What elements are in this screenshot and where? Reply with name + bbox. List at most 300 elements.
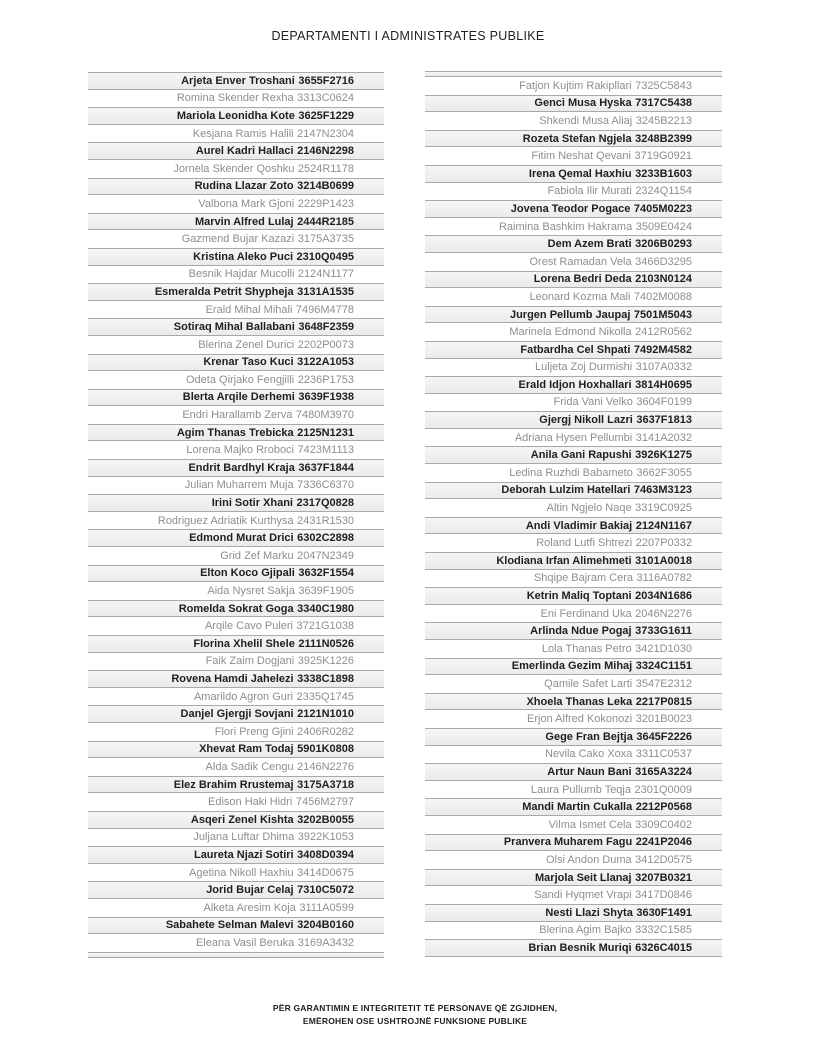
person-id: 3466D3295 — [635, 255, 692, 268]
person-id: 2125N1231 — [297, 426, 354, 439]
person-name: Eleana Vasil Beruka — [195, 936, 295, 949]
person-id: 2310Q0495 — [296, 250, 354, 263]
person-row — [88, 336, 384, 354]
person-row — [425, 710, 722, 728]
roster-right-column — [425, 71, 722, 957]
person-id: 3319C0925 — [635, 502, 692, 515]
person-row — [425, 77, 722, 95]
person-id: 3206B0293 — [635, 238, 692, 251]
person-name: Rovena Hamdi Jahelezi — [171, 672, 294, 685]
person-row — [88, 406, 384, 424]
person-row — [425, 235, 722, 253]
person-row — [425, 640, 722, 658]
person-row — [88, 864, 384, 882]
person-name: Artur Naun Bani — [547, 765, 632, 778]
person-id: 2412R0562 — [635, 326, 692, 339]
person-row — [425, 763, 722, 781]
person-name: Fabiola Ilir Murati — [547, 185, 632, 198]
person-name: Gazmend Bujar Kazazi — [181, 233, 295, 246]
person-id: 7336C6370 — [297, 479, 354, 492]
person-id: 3645F2226 — [636, 730, 692, 743]
person-row — [88, 617, 384, 635]
person-id: 7423M1113 — [297, 444, 354, 457]
person-id: 2202P0073 — [297, 338, 354, 351]
person-id: 2212P0568 — [635, 801, 692, 814]
person-name: Anila Gani Rapushi — [530, 449, 632, 462]
person-name: Arjeta Enver Troshani — [181, 74, 295, 87]
person-name: Andi Vladimir Bakiaj — [525, 519, 633, 532]
person-name: Ketrin Maliq Toptani — [526, 590, 632, 603]
person-id: 7405M0223 — [633, 202, 692, 215]
person-name: Emerlinda Gezim Mihaj — [511, 660, 633, 673]
person-id: 3245B2213 — [635, 114, 692, 127]
person-id: 2444R2185 — [297, 215, 354, 228]
person-id: 3207B0321 — [635, 871, 692, 884]
person-id: 3547E2312 — [635, 677, 692, 690]
person-row — [88, 389, 384, 407]
person-name: Gege Fran Bejtja — [545, 730, 633, 743]
person-row — [88, 424, 384, 442]
person-row — [88, 846, 384, 864]
footer-note-line1: PËR GARANTIMIN E INTEGRITETIT TË PERSONAVE QË ZGJIDHEN, — [272, 1003, 558, 1013]
person-id: 3175A3718 — [297, 778, 354, 791]
person-id: 3175A3735 — [297, 233, 354, 246]
person-id: 3340C1980 — [297, 602, 354, 615]
person-id: 2146N2298 — [297, 145, 354, 158]
person-row — [425, 130, 722, 148]
person-name: Genci Musa Hyska — [534, 97, 632, 110]
person-name: Nevila Cako Xoxa — [544, 748, 633, 761]
person-name: Jornela Skender Qoshku — [173, 162, 295, 175]
person-name: Elton Koco Gjipali — [200, 567, 295, 580]
person-row — [425, 288, 722, 306]
person-name: Dem Azem Brati — [547, 238, 632, 251]
person-row — [88, 248, 384, 266]
person-name: Leonard Kozma Mali — [529, 290, 631, 303]
person-row — [88, 635, 384, 653]
person-row — [425, 675, 722, 693]
person-id: 3630F1491 — [636, 906, 692, 919]
person-id: 2301Q0009 — [634, 783, 692, 796]
person-name: Brian Besnik Muriqi — [528, 941, 632, 954]
person-row — [425, 394, 722, 412]
person-id: 7492M4582 — [633, 343, 692, 356]
person-row — [88, 90, 384, 108]
person-name: Edmond Murat Drici — [189, 532, 294, 545]
person-row — [425, 376, 722, 394]
person-row — [88, 688, 384, 706]
person-id: 3637F1844 — [298, 461, 354, 474]
person-row — [88, 793, 384, 811]
person-name: Rozeta Stefan Ngjela — [522, 132, 632, 145]
person-name: Jovena Teodor Pogace — [510, 202, 631, 215]
person-name: Jorid Bujar Celaj — [206, 884, 294, 897]
person-id: 3655F2716 — [298, 74, 354, 87]
person-name: Eni Ferdinand Uka — [540, 607, 632, 620]
person-row — [425, 816, 722, 834]
person-row — [425, 271, 722, 289]
person-id: 3201B0023 — [635, 713, 692, 726]
person-row — [425, 886, 722, 904]
person-row — [425, 165, 722, 183]
person-id: 3604F0199 — [636, 396, 692, 409]
person-id: 3202B0055 — [297, 813, 354, 826]
person-name: Mandi Martin Cukalla — [522, 801, 633, 814]
person-id: 3421D1030 — [635, 642, 692, 655]
person-row — [88, 934, 384, 952]
person-id: 2121N1010 — [297, 708, 354, 721]
person-name: Sotiraq Mihal Ballabani — [173, 321, 295, 334]
person-row — [425, 746, 722, 764]
person-row — [88, 213, 384, 231]
person-name: Deborah Lulzim Hatellari — [501, 484, 631, 497]
person-row — [88, 811, 384, 829]
person-name: Besnik Hajdar Mucolli — [188, 268, 295, 281]
person-row — [88, 776, 384, 794]
person-id: 2236P1753 — [297, 373, 354, 386]
person-id: 2229P1423 — [297, 197, 354, 210]
person-id: 3925K1226 — [297, 655, 354, 668]
person-name: Irini Sotir Xhani — [211, 497, 293, 510]
person-id: 3233B1603 — [635, 167, 692, 180]
person-name: Olsi Andon Duma — [546, 853, 632, 866]
person-name: Irena Qemal Haxhiu — [528, 167, 632, 180]
person-row — [425, 605, 722, 623]
person-id: 3412D0575 — [635, 853, 692, 866]
person-row — [425, 499, 722, 517]
person-id: 3733G1611 — [635, 625, 692, 638]
person-row — [425, 904, 722, 922]
person-id: 7501M5043 — [633, 308, 692, 321]
person-name: Alda Sadik Cengu — [205, 760, 294, 773]
person-row — [88, 670, 384, 688]
person-id: 3332C1585 — [635, 924, 692, 937]
person-name: Amarildo Agron Guri — [193, 690, 293, 703]
person-name: Fitim Neshat Qevani — [531, 150, 631, 163]
person-row — [88, 283, 384, 301]
person-row — [425, 922, 722, 940]
person-name: Lola Thanas Petro — [541, 642, 632, 655]
person-id: 3214B0699 — [297, 180, 354, 193]
person-row — [425, 95, 722, 113]
person-row — [88, 354, 384, 372]
person-row — [425, 112, 722, 130]
person-name: Raimina Bashkim Hakrama — [498, 220, 633, 233]
person-row — [88, 829, 384, 847]
person-name: Lorena Majko Rroboci — [186, 444, 295, 457]
person-row — [425, 939, 722, 957]
person-row — [88, 917, 384, 935]
person-id: 3719G0921 — [634, 150, 692, 163]
person-id: 2103N0124 — [635, 273, 692, 286]
person-id: 3111A0599 — [299, 901, 354, 914]
person-row — [425, 183, 722, 201]
person-id: 3122A1053 — [297, 356, 354, 369]
person-id: 5901K0808 — [297, 743, 354, 756]
person-name: Krenar Taso Kuci — [203, 356, 294, 369]
person-row — [425, 306, 722, 324]
person-id: 3509E0424 — [635, 220, 692, 233]
person-row — [88, 266, 384, 284]
person-name: Romelda Sokrat Goga — [178, 602, 294, 615]
person-name: Agim Thanas Trebicka — [176, 426, 294, 439]
person-name: Erjon Alfred Kokonozi — [527, 713, 633, 726]
person-name: Lorena Bedri Deda — [533, 273, 632, 286]
person-row — [88, 72, 384, 90]
person-row — [425, 464, 722, 482]
person-id: 3141A2032 — [635, 431, 692, 444]
person-name: Endri Harallamb Zerva — [182, 409, 293, 422]
person-id: 7463M3123 — [633, 484, 692, 497]
person-id: 2146N2276 — [297, 760, 354, 773]
person-name: Sandi Hyqmet Vrapi — [534, 889, 632, 902]
person-id: 3408D0394 — [297, 848, 354, 861]
person-name: Fatbardha Cel Shpati — [520, 343, 631, 356]
person-row — [88, 565, 384, 583]
person-id: 3116A0782 — [636, 572, 692, 585]
person-name: Fatjon Kujtim Rakipllari — [519, 79, 632, 92]
person-id: 3414D0675 — [297, 866, 354, 879]
person-row — [425, 341, 722, 359]
person-name: Qamile Safet Larti — [544, 677, 633, 690]
person-id: 7496M4778 — [295, 303, 354, 316]
person-id: 3324C1151 — [635, 660, 692, 673]
person-row — [88, 195, 384, 213]
person-name: Kesjana Ramis Halili — [192, 127, 294, 140]
person-row — [425, 798, 722, 816]
person-row — [88, 318, 384, 336]
person-row — [425, 728, 722, 746]
person-name: Roland Lutfi Shtrezi — [536, 537, 633, 550]
person-name: Rodriguez Adriatik Kurthysa — [157, 514, 294, 527]
footer-note — [0, 1002, 816, 1028]
person-name: Laura Pullumb Teqja — [530, 783, 631, 796]
person-id: 3311C0537 — [635, 748, 692, 761]
person-row — [425, 834, 722, 852]
person-name: Agetina Nikoll Haxhiu — [189, 866, 294, 879]
person-id: 2431R1530 — [297, 514, 354, 527]
person-name: Marvin Alfred Lulaj — [195, 215, 294, 228]
person-name: Blerta Arqile Derhemi — [182, 391, 295, 404]
person-row — [425, 147, 722, 165]
person-id: 3625F1229 — [298, 109, 354, 122]
person-row — [425, 534, 722, 552]
person-name: Grid Zef Marku — [220, 549, 294, 562]
roster-left-column — [88, 72, 384, 958]
person-name: Edison Haki Hidri — [208, 796, 293, 809]
person-name: Vilma Ismet Cela — [548, 818, 632, 831]
person-row — [425, 781, 722, 799]
person-id: 2124N1167 — [635, 519, 692, 532]
person-id: 3637F1813 — [636, 414, 692, 427]
person-row — [88, 512, 384, 530]
person-name: Pranvera Muharem Fagu — [503, 836, 633, 849]
person-row — [88, 705, 384, 723]
person-row — [88, 301, 384, 319]
person-name: Erald Idjon Hoxhallari — [518, 378, 632, 391]
person-row — [425, 323, 722, 341]
person-row — [425, 693, 722, 711]
person-name: Rudina Llazar Zoto — [194, 180, 294, 193]
footer-note-line2: EMËROHEN OSE USHTROJNË FUNKSIONE PUBLIKE — [302, 1016, 528, 1026]
person-name: Adriana Hysen Pellumbi — [514, 431, 633, 444]
person-row — [88, 547, 384, 565]
person-name: Klodiana Irfan Alimehmeti — [496, 554, 632, 567]
person-id: 3417D0846 — [635, 889, 692, 902]
person-name: Alketa Aresim Koja — [203, 901, 296, 914]
person-id: 7402M0088 — [633, 290, 692, 303]
person-name: Blerina Agim Bajko — [539, 924, 632, 937]
person-name: Blerina Zenel Durici — [198, 338, 295, 351]
person-row — [88, 741, 384, 759]
person-name: Asqeri Zenel Kishta — [190, 813, 294, 826]
person-name: Endrit Bardhyl Kraja — [188, 461, 295, 474]
person-id: 3639F1938 — [298, 391, 354, 404]
person-row — [88, 371, 384, 389]
person-id: 3721G1038 — [296, 620, 354, 633]
person-name: Flori Preng Gjini — [214, 725, 294, 738]
person-row — [425, 411, 722, 429]
person-id: 2524R1178 — [297, 162, 354, 175]
person-name: Florina Xhelil Shele — [193, 637, 295, 650]
person-row — [425, 851, 722, 869]
person-row — [88, 107, 384, 125]
person-name: Luljeta Zoj Durmishi — [535, 361, 633, 374]
person-name: Ledina Ruzhdi Babameto — [509, 466, 633, 479]
person-name: Valbona Mark Gjoni — [198, 197, 295, 210]
person-row — [425, 869, 722, 887]
person-row — [88, 477, 384, 495]
person-id: 2324Q1154 — [635, 185, 692, 198]
person-name: Faik Zaim Dogjani — [205, 655, 295, 668]
person-id: 3169A3432 — [297, 936, 354, 949]
person-id: 3204B0160 — [297, 919, 354, 932]
person-id: 6302C2898 — [297, 532, 354, 545]
person-name: Mariola Leonidha Kote — [176, 109, 295, 122]
person-id: 2046N2276 — [635, 607, 692, 620]
person-row — [425, 218, 722, 236]
person-name: Julian Muharrem Muja — [184, 479, 294, 492]
person-row — [88, 582, 384, 600]
person-row — [425, 359, 722, 377]
person-row — [88, 899, 384, 917]
person-row — [88, 758, 384, 776]
person-id: 2241P2046 — [635, 836, 692, 849]
person-id: 7310C5072 — [297, 884, 354, 897]
person-name: Shqipe Bajram Cera — [533, 572, 634, 585]
person-id: 7456M2797 — [295, 796, 354, 809]
person-id: 3814H0695 — [635, 378, 692, 391]
bottom-spacer-bar — [88, 952, 384, 958]
person-id: 2147N2304 — [297, 127, 354, 140]
person-id: 2047N2349 — [297, 549, 354, 562]
person-name: Romina Skender Rexha — [176, 92, 294, 105]
person-id: 3926K1275 — [635, 449, 692, 462]
person-id: 7480M3970 — [295, 409, 354, 422]
person-row — [425, 482, 722, 500]
person-name: Altin Ngjelo Naqe — [546, 502, 632, 515]
person-id: 3248B2399 — [635, 132, 692, 145]
person-id: 2034N1686 — [635, 590, 692, 603]
person-row — [88, 600, 384, 618]
person-id: 6326C4015 — [635, 941, 692, 954]
person-name: Orest Ramadan Vela — [529, 255, 632, 268]
person-name: Arlinda Ndue Pogaj — [530, 625, 632, 638]
person-row — [425, 429, 722, 447]
person-row — [88, 230, 384, 248]
person-name: Jurgen Pellumb Jaupaj — [509, 308, 631, 321]
person-name: Aurel Kadri Hallaci — [195, 145, 294, 158]
person-row — [425, 658, 722, 676]
person-name: Gjergj Nikoll Lazri — [539, 414, 633, 427]
person-id: 2335Q1745 — [296, 690, 354, 703]
person-name: Erald Mihal Mihali — [205, 303, 293, 316]
person-row — [425, 253, 722, 271]
person-row — [88, 441, 384, 459]
person-row — [88, 494, 384, 512]
person-id: 3101A0018 — [635, 554, 692, 567]
person-row — [88, 178, 384, 196]
person-row — [425, 587, 722, 605]
person-row — [88, 160, 384, 178]
person-row — [88, 142, 384, 160]
person-row — [88, 125, 384, 143]
person-id: 2207P0332 — [635, 537, 692, 550]
person-name: Danjel Gjergji Sovjani — [180, 708, 294, 721]
person-row — [88, 881, 384, 899]
person-name: Nesti Llazi Shyta — [545, 906, 633, 919]
person-id: 3165A3224 — [635, 765, 692, 778]
person-name: Odeta Qirjako Fengjilli — [186, 373, 295, 386]
person-name: Sabahete Selman Malevi — [165, 919, 294, 932]
person-name: Laureta Njazi Sotiri — [193, 848, 294, 861]
person-id: 3131A1535 — [297, 285, 354, 298]
person-row — [88, 723, 384, 741]
person-row — [425, 570, 722, 588]
person-name: Arqile Cavo Puleri — [204, 620, 293, 633]
person-id: 7317C5438 — [635, 97, 692, 110]
person-row — [425, 552, 722, 570]
person-id: 3338C1898 — [297, 672, 354, 685]
person-name: Frida Vani Velko — [553, 396, 633, 409]
person-id: 3662F3055 — [636, 466, 692, 479]
person-row — [425, 517, 722, 535]
person-row — [425, 622, 722, 640]
person-id: 2317Q0828 — [296, 497, 354, 510]
person-id: 3313C0624 — [297, 92, 354, 105]
person-name: Marinela Edmond Nikolla — [509, 326, 632, 339]
person-row — [88, 653, 384, 671]
person-row — [425, 200, 722, 218]
person-id: 2217P0815 — [635, 695, 692, 708]
person-row — [88, 529, 384, 547]
person-name: Kristina Aleko Puci — [193, 250, 293, 263]
person-name: Xhevat Ram Todaj — [199, 743, 294, 756]
person-name: Aida Nysret Sakja — [207, 585, 295, 598]
person-id: 2406R0282 — [297, 725, 354, 738]
person-id: 3648F2359 — [298, 321, 354, 334]
person-id: 3107A0332 — [635, 361, 692, 374]
person-row — [425, 446, 722, 464]
person-id: 3309C0402 — [635, 818, 692, 831]
person-name: Elez Brahim Rrustemaj — [173, 778, 294, 791]
person-row — [88, 459, 384, 477]
person-name: Xhoela Thanas Leka — [526, 695, 633, 708]
person-name: Shkendi Musa Aliaj — [539, 114, 633, 127]
person-name: Marjola Seit Llanaj — [535, 871, 632, 884]
person-id: 7325C5843 — [635, 79, 692, 92]
person-id: 3922K1053 — [297, 831, 354, 844]
